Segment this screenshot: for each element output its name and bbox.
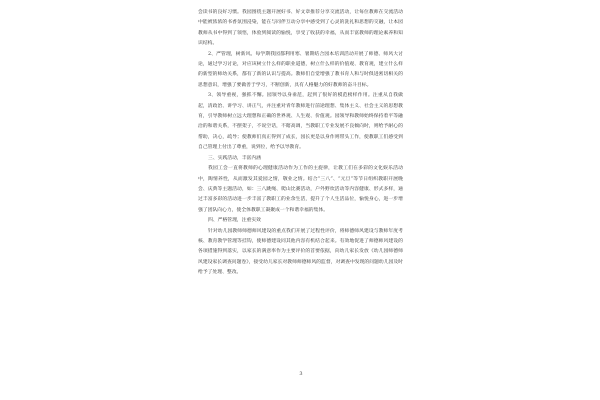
paragraph-management-new-style: 2、严管理，树新风。每学期我园都利用寒、暑期结合园本培训活动开展了师德、师风大讨论，通过学习讨论，对应该树立什么样的职业道德，树立什么样的价值观、教育观，建立什么样的新型的师幼关系，都有了新的认识与提高。教师们自觉增强了教书育人和与时俱进密切相关的思想意识，增强了要做善于学习，不断创新，具有人格魅力的好教师的奋斗目标。 <box>198 51 403 88</box>
section-heading-practice-activities: 三、实践活动，丰富内涵 <box>208 155 261 161</box>
page-number: 3 <box>299 371 303 377</box>
document-body <box>198 8 403 368</box>
paragraph-leadership-attention: 3、领导重视，强抓不懈。园领导以身垂范，起到了很好的模范榜样作用。注重从自我做起，清政治、讲学习、讲正气，并注重对青年教师进行前途理想、集体主义、社会主义的思想教育，引导教师树立远大理想和正确的世界观、人生观、价值观。园领导和教师始终保持着平等融洽的和谐关系，不摆架子，不说空话，不瞎高调，当教职工专业发展不良倾向时，则给予耐心的帮助，决心，疏导；使教师们真正得到了成长，园长更是以身作则带头工作，使教职工们感受到自己管理上付出了尊重，说到位，给予以导教育。 <box>198 93 403 151</box>
paragraph-reading-sharing: 会读书的良好习惯。我园围绕主题开展好书、好文章推荐分享交流活动，让每位教师在交流活动中能被浓浓的书香氛围浸染，能在与同伴互动分享中感受到了心灵的洗礼和思想的交融，让本园教师从书中得到了领悟，体验到阅读的愉悦，享受了收获的幸福，从而丰富教师的理论素养和知识结构。 <box>198 10 403 47</box>
section-heading-strict-management: 四、严格管理，注重实效 <box>208 218 261 224</box>
paragraph-strict-management: 针对幼儿园教师师德师风建设的重点我们开展了过程性评价，将师德师风建设与教师年度考核、教育教学管理等挂钩，使师德建设同其他内容有机结合起来。有效地促进了师德师风建设的各项措施得到落实，以家长的满意率作为主要评价的首要依据，向幼儿家长发放《幼儿园师德师风建设家长调查问题卷》，接受幼儿家长对教师师德师风的监督，对调查中发现的问题幼儿园及时给予了处理、整改。 <box>198 228 403 276</box>
paragraph-practice-activities: 我园工会一直将教师的心理健康活动作为工作的主旋律，让教工们在多彩的文化娱乐活动中，陶情养性，从而激发其爱园之情，敬业之情。结合“三八”、“元旦”等节日组织教职开展晚会、庆典等主题活动，如：三八跳绳、爬山比赛活动，户外野炊活动等内容健康、形式多样，通过丰富多彩的活动进一步丰富了教职工的业余生活，提升了个人生活品位，愉悦身心，进一步增强了团队向心力，使全体教职工凝聚成一个和谐幸福的集体。 <box>198 166 403 213</box>
